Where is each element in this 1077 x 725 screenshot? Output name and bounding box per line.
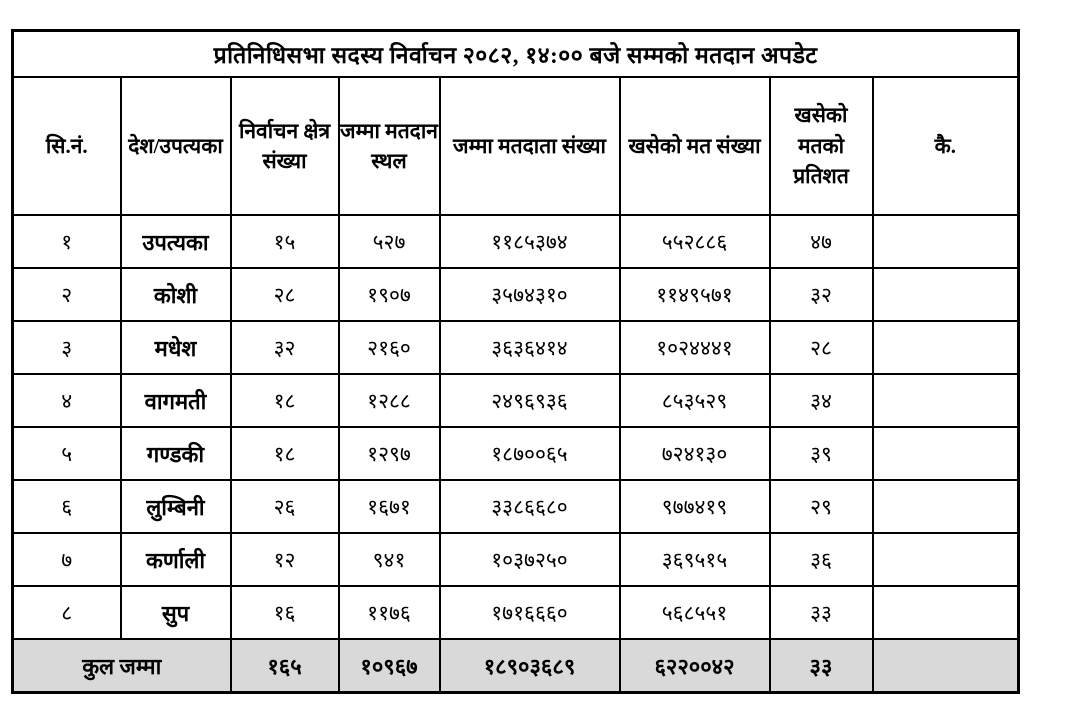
cell-serial-no: १ — [13, 215, 121, 268]
cell-constituency-count: १८ — [231, 374, 339, 427]
cell-remarks — [873, 427, 1019, 480]
table-row-7 — [13, 533, 1019, 586]
cell-total-voter-count: २४९६९३६ — [440, 374, 620, 427]
cell-votes-cast-percent: २९ — [770, 480, 873, 533]
cell-votes-cast-percent: ३९ — [770, 427, 873, 480]
cell-constituency-count: २६ — [231, 480, 339, 533]
cell-polling-place-count: ५२७ — [339, 215, 440, 268]
cell-constituency-count: १२ — [231, 533, 339, 586]
cell-votes-cast-percent: ३३ — [770, 586, 873, 639]
total-voter-count: १८९०३६८९ — [440, 639, 620, 693]
col-header-total-voter-count: जम्मा मतदाता संख्या — [440, 77, 620, 215]
header-row — [13, 77, 1019, 215]
cell-polling-place-count: १२९७ — [339, 427, 440, 480]
cell-serial-no: ७ — [13, 533, 121, 586]
cell-remarks — [873, 480, 1019, 533]
cell-total-voter-count: १०३७२५० — [440, 533, 620, 586]
col-header-votes-cast-percent: खसेको मतको प्रतिशत — [770, 77, 873, 215]
cell-votes-cast-count: ७२४१३० — [620, 427, 770, 480]
cell-serial-no: ५ — [13, 427, 121, 480]
cell-polling-place-count: ११७६ — [339, 586, 440, 639]
cell-votes-cast-percent: ४७ — [770, 215, 873, 268]
cell-region: उपत्यका — [121, 215, 231, 268]
table-row-6 — [13, 480, 1019, 533]
table-row-5 — [13, 427, 1019, 480]
cell-remarks — [873, 586, 1019, 639]
cell-polling-place-count: १६७१ — [339, 480, 440, 533]
cell-constituency-count: १८ — [231, 427, 339, 480]
table-row-2 — [13, 268, 1019, 321]
cell-region: गण्डकी — [121, 427, 231, 480]
table-title: प्रतिनिधिसभा सदस्य निर्वाचन २०८२, १४:०० बजे सम्मको मतदान अपडेट — [13, 31, 1019, 78]
total-label: कुल जम्मा — [13, 639, 231, 693]
total-remarks — [873, 639, 1019, 693]
cell-region: लुम्बिनी — [121, 480, 231, 533]
cell-total-voter-count: ३३८६६८० — [440, 480, 620, 533]
cell-polling-place-count: ९४१ — [339, 533, 440, 586]
cell-serial-no: ४ — [13, 374, 121, 427]
total-constituency-count: १६५ — [231, 639, 339, 693]
cell-votes-cast-percent: ३४ — [770, 374, 873, 427]
cell-polling-place-count: २१६० — [339, 321, 440, 374]
cell-serial-no: ८ — [13, 586, 121, 639]
cell-constituency-count: १६ — [231, 586, 339, 639]
cell-serial-no: ३ — [13, 321, 121, 374]
table-row-8 — [13, 586, 1019, 639]
total-votes-cast-count: ६२२००४२ — [620, 639, 770, 693]
cell-votes-cast-count: ११४९५७१ — [620, 268, 770, 321]
cell-polling-place-count: १९०७ — [339, 268, 440, 321]
title-row — [13, 31, 1019, 78]
cell-total-voter-count: ३६३६४१४ — [440, 321, 620, 374]
cell-total-voter-count: ११८५३७४ — [440, 215, 620, 268]
cell-constituency-count: ३२ — [231, 321, 339, 374]
total-polling-place-count: १०९६७ — [339, 639, 440, 693]
cell-total-voter-count: ३५७४३१० — [440, 268, 620, 321]
cell-constituency-count: २८ — [231, 268, 339, 321]
table-row-4 — [13, 374, 1019, 427]
cell-votes-cast-percent: ३२ — [770, 268, 873, 321]
cell-remarks — [873, 215, 1019, 268]
cell-total-voter-count: १७१६६६० — [440, 586, 620, 639]
cell-serial-no: २ — [13, 268, 121, 321]
col-header-remarks: कै. — [873, 77, 1019, 215]
cell-region: सुप — [121, 586, 231, 639]
cell-votes-cast-percent: ३६ — [770, 533, 873, 586]
election-update-table — [11, 29, 1020, 694]
cell-serial-no: ६ — [13, 480, 121, 533]
table-row-1 — [13, 215, 1019, 268]
cell-votes-cast-count: ९७७४१९ — [620, 480, 770, 533]
cell-votes-cast-percent: २८ — [770, 321, 873, 374]
col-header-region: देश/उपत्यका — [121, 77, 231, 215]
cell-remarks — [873, 533, 1019, 586]
cell-remarks — [873, 321, 1019, 374]
cell-remarks — [873, 374, 1019, 427]
total-row — [13, 639, 1019, 693]
col-header-constituency-count: निर्वाचन क्षेत्र संख्या — [231, 77, 339, 215]
total-votes-cast-percent: ३३ — [770, 639, 873, 693]
cell-constituency-count: १५ — [231, 215, 339, 268]
cell-remarks — [873, 268, 1019, 321]
cell-votes-cast-count: ५६८५५१ — [620, 586, 770, 639]
cell-votes-cast-count: १०२४४४१ — [620, 321, 770, 374]
cell-region: कर्णाली — [121, 533, 231, 586]
cell-total-voter-count: १८७००६५ — [440, 427, 620, 480]
col-header-polling-place-count: जम्मा मतदानस्थल — [339, 77, 440, 215]
table-row-3 — [13, 321, 1019, 374]
cell-votes-cast-count: ५५२८८६ — [620, 215, 770, 268]
cell-votes-cast-count: ३६९५१५ — [620, 533, 770, 586]
cell-votes-cast-count: ८५३५२९ — [620, 374, 770, 427]
col-header-votes-cast-count: खसेको मत संख्या — [620, 77, 770, 215]
cell-region: मधेश — [121, 321, 231, 374]
cell-polling-place-count: १२८८ — [339, 374, 440, 427]
cell-region: कोशी — [121, 268, 231, 321]
col-header-serial-no: सि.नं. — [13, 77, 121, 215]
cell-region: वागमती — [121, 374, 231, 427]
